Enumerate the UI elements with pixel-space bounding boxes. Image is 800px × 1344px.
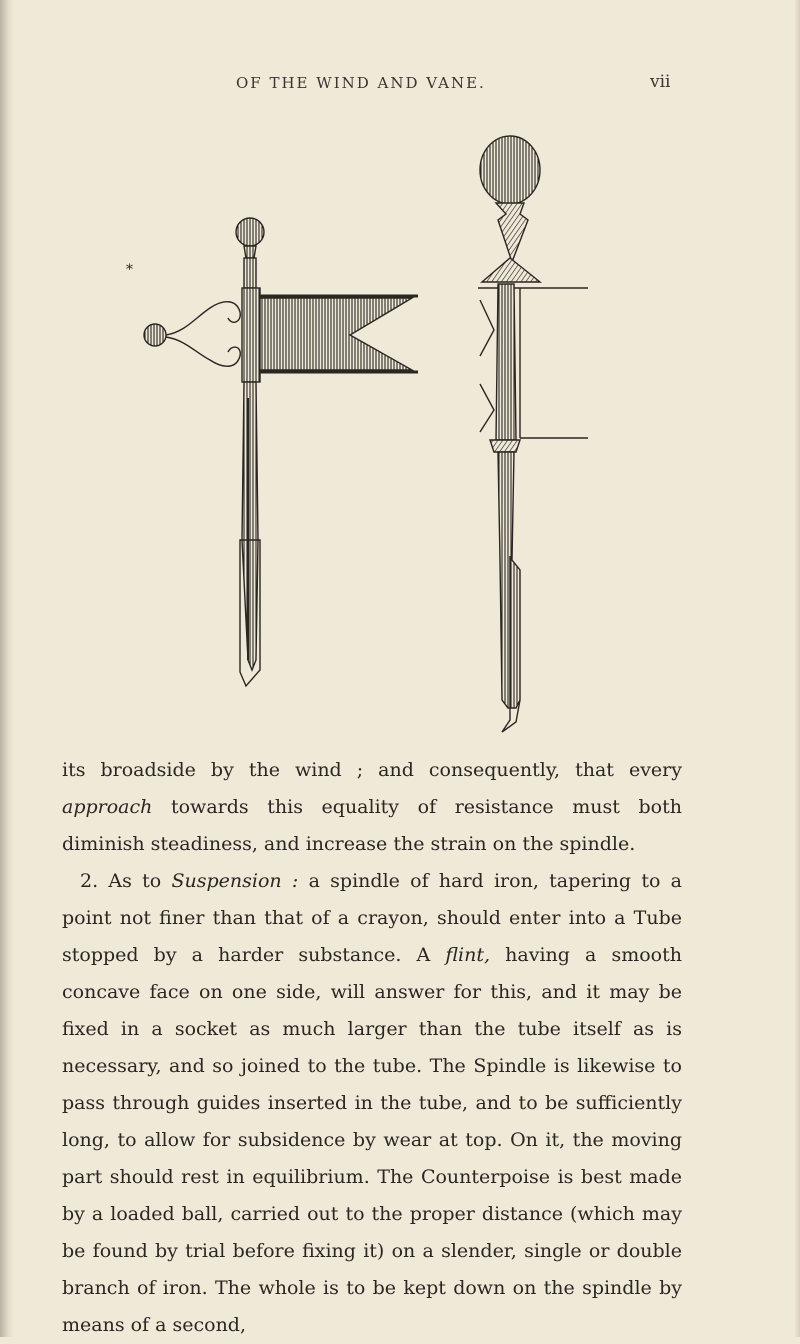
- right-spindle: [478, 136, 588, 732]
- text-span: towards this equality of resistance must both diminish steadiness, and increase the strain on the spindle.: [62, 796, 682, 855]
- spindle-tube: [498, 452, 520, 708]
- vane-illustration: [0, 120, 800, 740]
- text-span: having a smooth concave face on one side, will answer for this, and it may be fixed in a socket as much larger than the tube itself as is necessary, and so joined to the tube. The Spindle is likewise to pass through guides inserted in the tube, and to be sufficiently long, to allow for subsidence by wear at top. On it, the moving part should rest in equilibrium. The Counterpoise is best made by a loaded ball, carried out to the proper distance (which may be found by trial before fixing it) on a slender, single or double branch of iron. The whole is to be kept down on the spindle by means of a second,: [62, 944, 682, 1336]
- italic-approach: approach: [62, 796, 153, 818]
- figure-marker: *: [126, 262, 133, 278]
- finial-ball: [236, 218, 264, 246]
- counterpoise-ball: [144, 324, 166, 346]
- italic-flint: flint,: [445, 944, 491, 966]
- tube: [242, 382, 258, 670]
- text-span: 2. As to: [80, 870, 172, 892]
- left-vane: [144, 218, 418, 686]
- paragraph-1: [62, 752, 682, 863]
- running-title: OF THE WIND AND VANE.: [236, 74, 486, 92]
- text-span: a spindle of hard iron, tapering to a point not finer than that of a crayon, should enter into a Tube stopped by a harder substance. A: [62, 870, 682, 966]
- text-span: its broadside by the wind ; and consequently, that every: [62, 759, 682, 781]
- vane-blade: [260, 298, 412, 370]
- top-ball: [480, 136, 540, 204]
- page-number: vii: [650, 72, 671, 92]
- italic-suspension: Suspension :: [171, 870, 299, 892]
- body-text: [62, 752, 682, 1344]
- paragraph-2: [62, 863, 682, 1344]
